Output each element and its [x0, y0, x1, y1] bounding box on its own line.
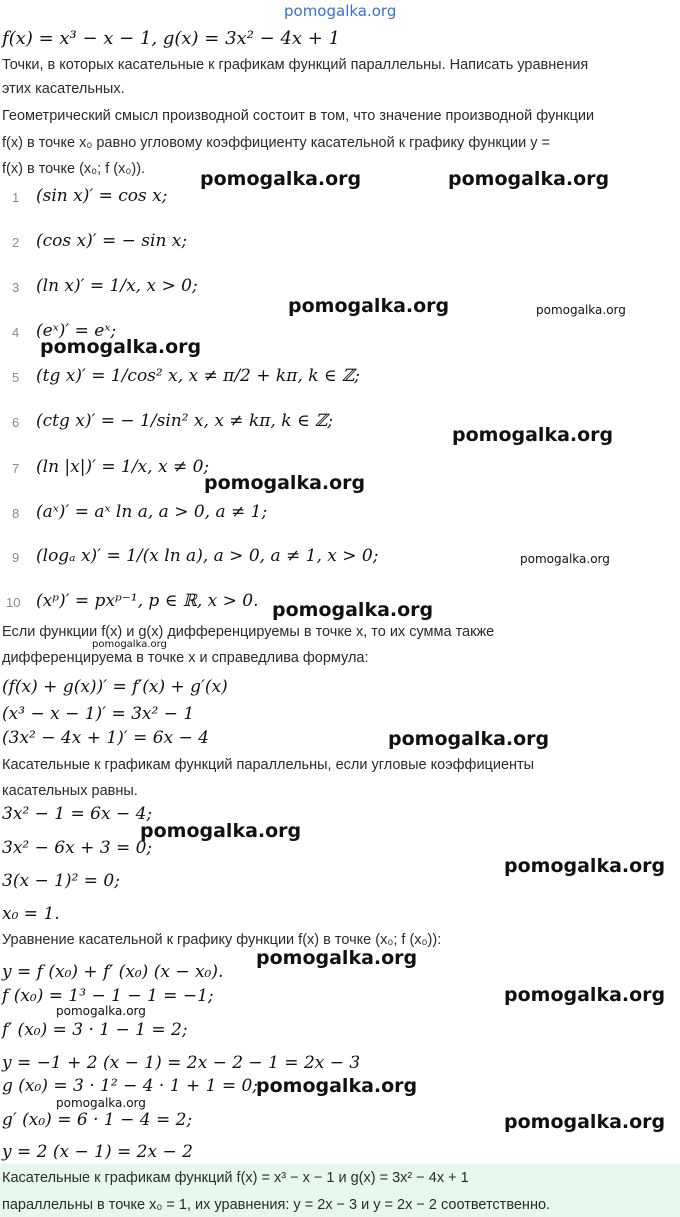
derivative-num: 4: [12, 325, 20, 340]
derivative-num: 7: [12, 461, 20, 476]
derivative-formula: (cos x)′ = − sin x;: [36, 231, 188, 251]
tangent-g-value: g (x₀) = 3 · 1² − 4 · 1 + 1 = 0;: [2, 1076, 259, 1096]
equation-3: 3(x − 1)² = 0;: [2, 871, 120, 891]
derivative-num: 3: [12, 280, 20, 295]
problem-text-2: этих касательных.: [2, 81, 125, 97]
parallel-line-2: касательных равны.: [2, 783, 138, 799]
derivative-formula: (ctg x)′ = − 1/sin² x, x ≠ kπ, k ∈ ℤ;: [36, 411, 334, 431]
watermark: pomogalka.org: [272, 599, 434, 621]
sum-rule-line-2: дифференцируема в точке x и справедлива формула:: [2, 650, 369, 666]
parallel-line-1: Касательные к графикам функций параллельны, если угловые коэффициенты: [2, 757, 535, 773]
watermark: pomogalka.org: [204, 472, 366, 494]
derivative-num: 1: [12, 190, 20, 205]
tangent-f-derivative: f′ (x₀) = 3 · 1 − 1 = 2;: [2, 1020, 188, 1040]
watermark: pomogalka.org: [536, 303, 626, 317]
watermark: pomogalka.org: [288, 295, 450, 317]
derivative-formula: (logₐ x)′ = 1/(x ln a), a > 0, a ≠ 1, x > 0;: [36, 546, 379, 566]
watermark: pomogalka.org: [388, 728, 550, 750]
derivative-formula: (xᵖ)′ = pxᵖ⁻¹, p ∈ ℝ, x > 0.: [36, 591, 259, 611]
intro-line-1: Геометрический смысл производной состоит в том, что значение производной функции: [2, 108, 595, 124]
derivative-num: 8: [12, 506, 20, 521]
problem-text-1: Точки, в которых касательные к графикам функций параллельны. Написать уравнения: [2, 57, 589, 73]
equation-2: 3x² − 6x + 3 = 0;: [2, 838, 153, 858]
watermark: pomogalka.org: [504, 855, 666, 877]
watermark: pomogalka.org: [56, 1004, 146, 1018]
derivative-formula: (eˣ)′ = eˣ;: [36, 321, 117, 341]
derivative-formula: (sin x)′ = cos x;: [36, 186, 168, 206]
sum-rule-line-1: Если функции f(x) и g(x) дифференцируемы в точке x, то их сумма также: [2, 624, 495, 640]
derivative-f: (x³ − x − 1)′ = 3x² − 1: [2, 704, 195, 724]
intro-line-3: f(x) в точке (x₀; f (x₀)).: [2, 161, 146, 177]
watermark: pomogalka.org: [56, 1096, 146, 1110]
watermark: pomogalka.org: [448, 168, 610, 190]
watermark: pomogalka.org: [256, 1075, 418, 1097]
sum-rule-formula: (f(x) + g(x))′ = f′(x) + g′(x): [2, 677, 228, 697]
derivative-formula: (ln |x|)′ = 1/x, x ≠ 0;: [36, 457, 210, 477]
answer-line-1: Касательные к графикам функций f(x) = x³ − x − 1 и g(x) = 3x² − 4x + 1: [2, 1170, 469, 1186]
watermark: pomogalka.org: [504, 1111, 666, 1133]
equation-4: x₀ = 1.: [2, 904, 60, 924]
watermark: pomogalka.org: [256, 947, 418, 969]
watermark: pomogalka.org: [520, 552, 610, 566]
watermark: pomogalka.org: [452, 424, 614, 446]
derivative-formula: (ln x)′ = 1/x, x > 0;: [36, 276, 198, 296]
tangent-f-value: f (x₀) = 1³ − 1 − 1 = −1;: [2, 986, 214, 1006]
derivative-formula: (tg x)′ = 1/cos² x, x ≠ π/2 + kπ, k ∈ ℤ;: [36, 366, 361, 386]
watermark-top: pomogalka.org: [284, 2, 397, 20]
watermark: pomogalka.org: [200, 168, 362, 190]
tangent-title: Уравнение касательной к графику функции f(x) в точке (x₀; f (x₀)):: [2, 932, 442, 948]
derivative-num: 2: [12, 235, 20, 250]
tangent-g-derivative: g′ (x₀) = 6 · 1 − 4 = 2;: [2, 1110, 193, 1130]
derivative-num: 5: [12, 370, 20, 385]
tangent-g-equation: y = 2 (x − 1) = 2x − 2: [2, 1142, 193, 1162]
derivative-num: 6: [12, 415, 20, 430]
derivative-formula: (aˣ)′ = aˣ ln a, a > 0, a ≠ 1;: [36, 502, 268, 522]
derivative-num: 10: [6, 595, 21, 610]
watermark: pomogalka.org: [140, 820, 302, 842]
tangent-general: y = f (x₀) + f′ (x₀) (x − x₀).: [2, 962, 224, 982]
derivative-g: (3x² − 4x + 1)′ = 6x − 4: [2, 728, 209, 748]
watermark: pomogalka.org: [40, 336, 202, 358]
equation-1: 3x² − 1 = 6x − 4;: [2, 804, 153, 824]
tangent-f-equation: y = −1 + 2 (x − 1) = 2x − 2 − 1 = 2x − 3: [2, 1053, 361, 1073]
watermark: pomogalka.org: [504, 984, 666, 1006]
derivative-num: 9: [12, 550, 20, 565]
problem-functions: f(x) = x³ − x − 1, g(x) = 3x² − 4x + 1: [2, 28, 341, 49]
watermark: pomogalka.org: [92, 639, 167, 650]
answer-line-2: параллельны в точке x₀ = 1, их уравнения: y = 2x − 3 и y = 2x − 2 соответственно.: [2, 1197, 551, 1213]
intro-line-2: f(x) в точке x₀ равно угловому коэффициенту касательной к графику функции y =: [2, 135, 550, 151]
